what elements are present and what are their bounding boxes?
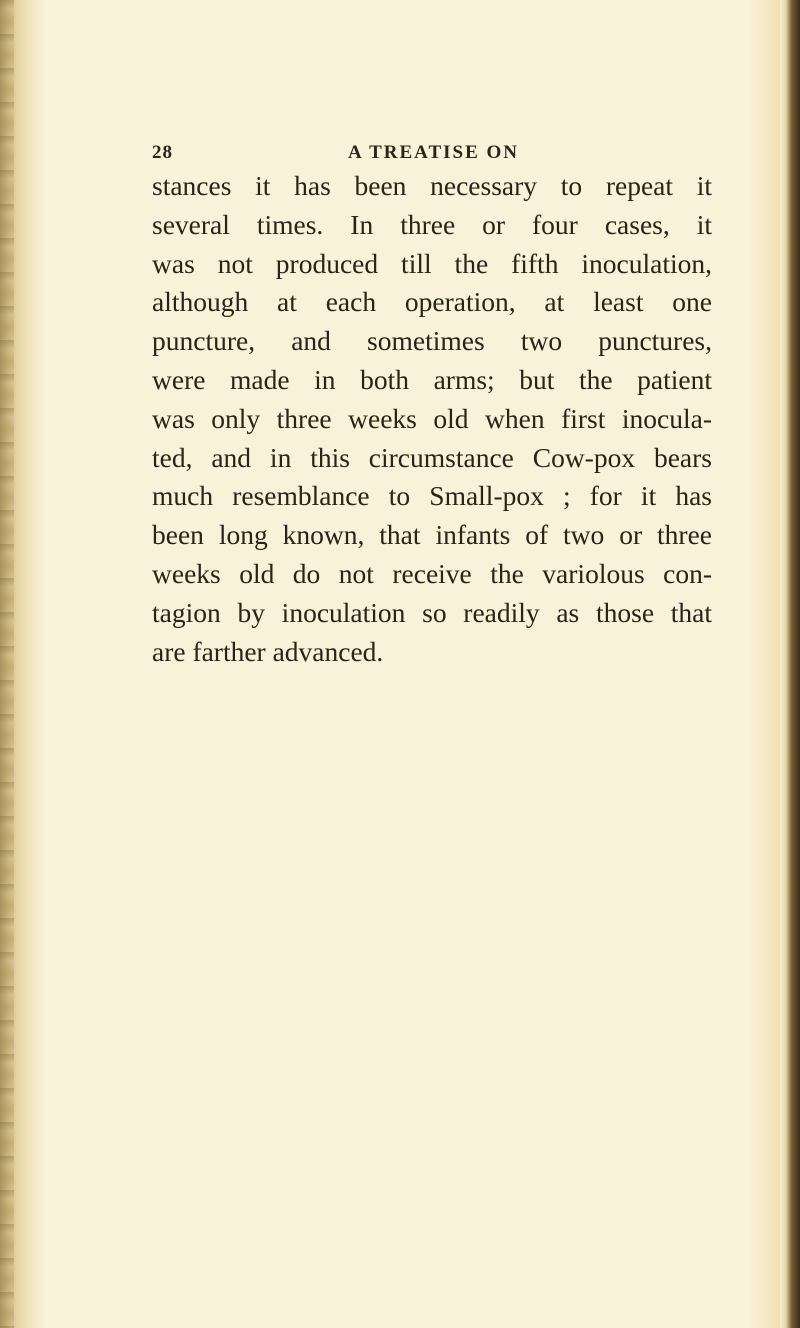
text-line: although at each operation, at least one [152,286,712,318]
text-line: stances it has been necessary to repeat it [152,170,712,201]
page-edge-right [780,0,800,1328]
text-line: was only three weeks old when first inocula- [152,402,712,434]
text-line: tagion by inoculation so readily as those that [152,596,712,628]
binding-gutter [0,0,46,1328]
text-line: ted, and in this circumstance Cow-pox bears [152,441,712,473]
text-line: was not produced till the fifth inoculation, [152,247,712,279]
text-line: much resemblance to Small-pox ; for it has [152,480,712,512]
text-line: several times. In three or four cases, it [152,208,712,240]
text-line: were made in both arms; but the patient [152,363,712,395]
text-line: been long known, that infants of two or three [152,519,712,551]
page-number: 28 [152,142,173,163]
page-edge-tint [750,0,780,1328]
text-line: are farther advanced. [152,635,384,667]
body-paragraph [152,167,712,671]
text-line: weeks old do not receive the variolous con- [152,557,712,589]
running-head-title: A TREATISE ON [348,142,520,163]
text-line: puncture, and sometimes two punctures, [152,325,712,357]
